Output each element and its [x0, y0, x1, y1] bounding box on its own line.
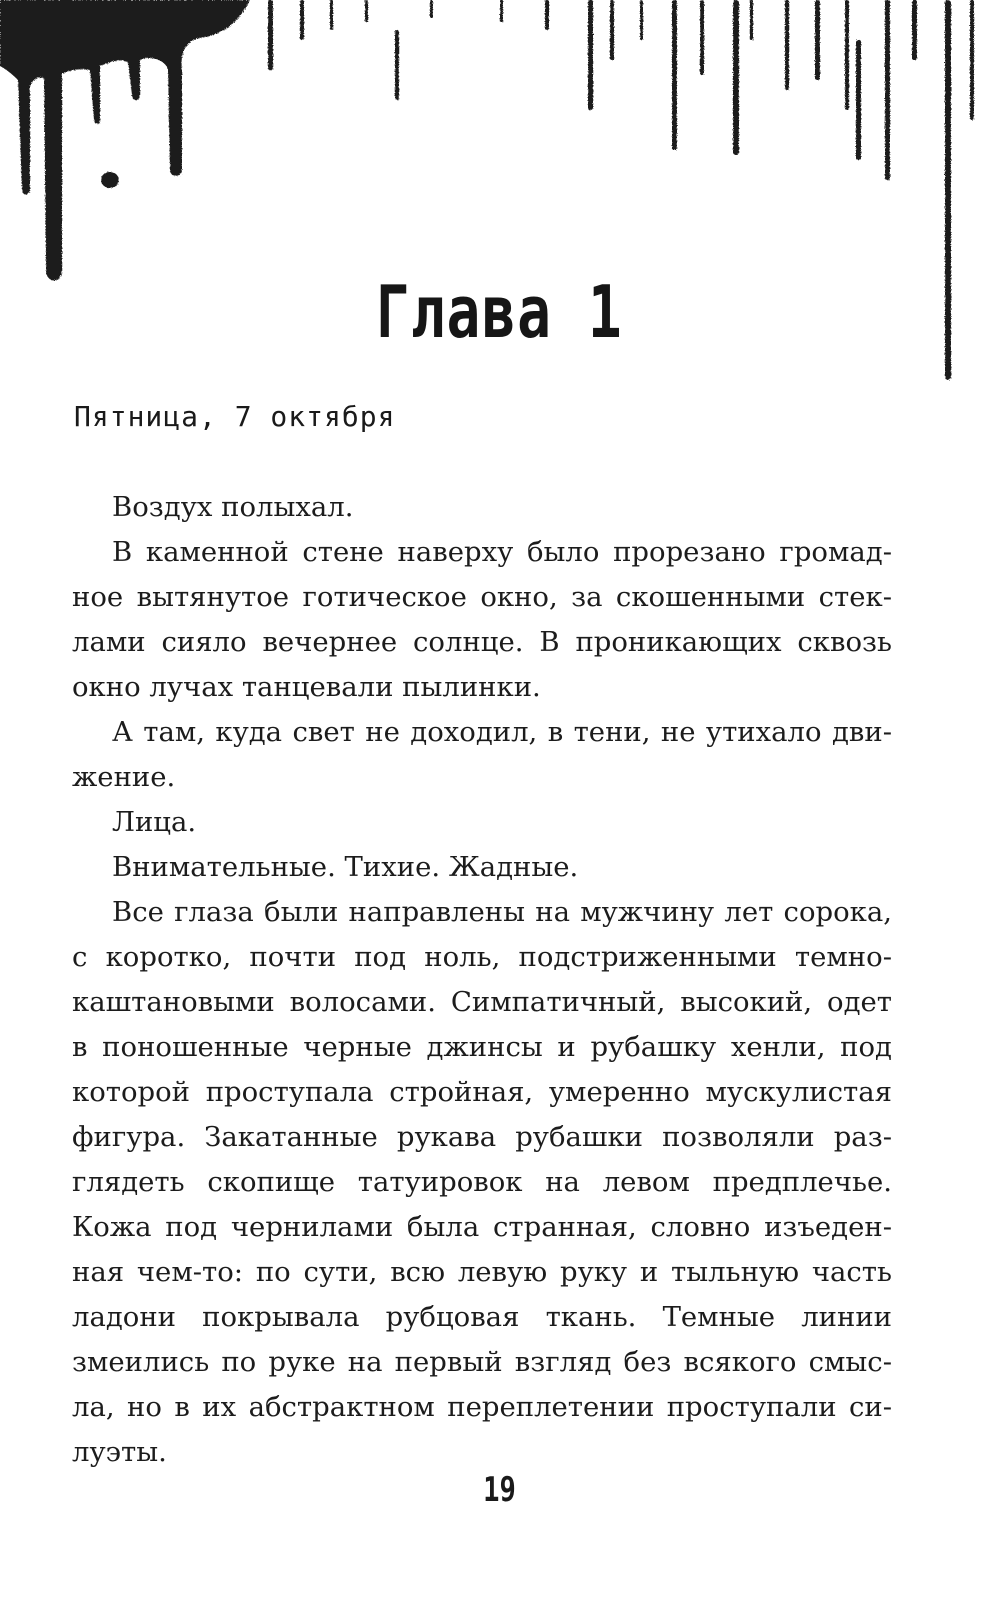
text-line: луэты. — [72, 1436, 167, 1468]
text-line: Кожа под чернилами была странная, словно изъеден- — [72, 1211, 892, 1243]
body-text — [72, 485, 892, 1475]
text-line: глядеть скопище татуировок на левом предплечье. — [72, 1166, 892, 1198]
text-line: В каменной стене наверху было прорезано громад- — [112, 536, 892, 568]
text-line: жение. — [72, 761, 176, 793]
text-line: Внимательные. Тихие. Жадные. — [112, 851, 579, 883]
text-line: фигура. Закатанные рукава рубашки позволяли раз- — [72, 1121, 892, 1153]
text-line: каштановыми волосами. Симпатичный, высокий, одет — [72, 986, 892, 1018]
text-line: Воздух полыхал. — [112, 491, 354, 523]
ink-drips-decoration — [0, 0, 999, 420]
text-line: лами сияло вечернее солнце. В проникающих сквозь — [72, 626, 892, 658]
text-line: А там, куда свет не доходил, в тени, не утихало дви- — [112, 716, 892, 748]
date-line: Пятница, 7 октября — [74, 400, 396, 433]
text-line: с коротко, почти под ноль, подстриженными темно- — [72, 941, 892, 973]
text-line: ла, но в их абстрактном переплетении проступали си- — [72, 1391, 892, 1423]
text-line: ладони покрывала рубцовая ткань. Темные линии — [72, 1301, 892, 1333]
text-line: Лица. — [112, 806, 197, 838]
text-line: в поношенные черные джинсы и рубашку хенли, под — [72, 1031, 892, 1063]
text-line: ная чем-то: по сути, всю левую руку и тыльную часть — [72, 1256, 892, 1288]
text-line: Все глаза были направлены на мужчину лет сорока, — [112, 896, 892, 928]
text-line: змеились по руке на первый взгляд без всякого смыс- — [72, 1346, 892, 1378]
text-line: окно лучах танцевали пылинки. — [72, 671, 541, 703]
text-line: ное вытянутое готическое окно, за скошенными стек- — [72, 581, 892, 613]
text-line: которой проступала стройная, умеренно мускулистая — [72, 1076, 892, 1108]
page-number: 19 — [483, 1470, 516, 1510]
chapter-title: Глава 1 — [375, 270, 624, 354]
